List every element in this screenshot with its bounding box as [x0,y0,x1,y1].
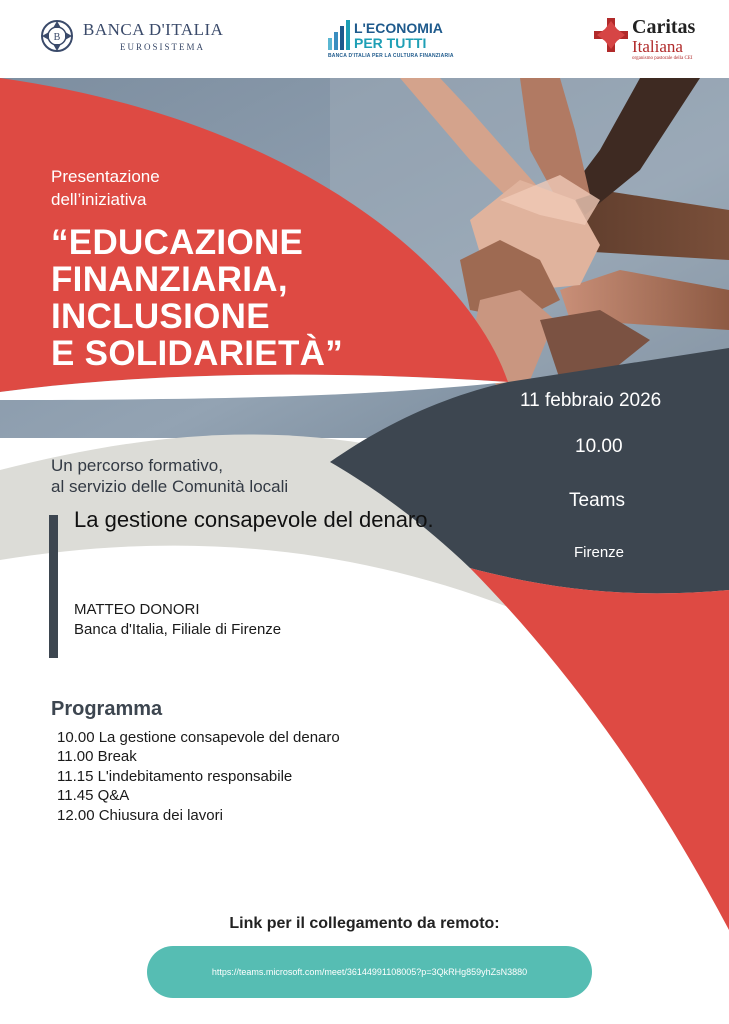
economia-line1: L'ECONOMIA [354,20,443,36]
speaker-affiliation: Banca d'Italia, Filiale di Firenze [74,621,282,638]
remote-link-label: Link per il collegamento da remoto: [229,915,500,932]
caritas-cross-icon [594,18,628,52]
banca-italia-name: BANCA D'ITALIA [83,20,224,39]
event-title [51,224,343,372]
presentation-label [51,165,160,211]
caritas-tagline: organismo pastorale della CEI [632,56,693,61]
economia-tagline: BANCA D'ITALIA PER LA CULTURA FINANZIARIA [328,53,454,59]
speaker-block [74,600,281,640]
caritas-italiana-logo [594,16,704,62]
program-item: 10.00 La gestione consapevole del denaro [57,729,340,746]
program-item: 11.00 Break [57,748,137,766]
economia-per-tutti-logo [328,16,454,62]
banca-italia-logo [38,16,238,60]
caritas-name: Caritas [632,16,696,38]
program-item: 11.15 L'indebitamento responsabile [57,767,293,785]
program-list [57,728,340,825]
teams-meeting-link[interactable]: https://teams.microsoft.com/meet/36144991108005?p=3QkRHg859yhZsN3880 [147,946,592,998]
event-time: 10.00 [575,436,623,457]
banca-italia-emblem-icon [38,16,76,56]
event-venue: Teams [569,490,625,511]
program-item: 11.45 Q&A [57,787,130,805]
title-line: INCLUSIONE [51,297,270,336]
speaker-name: MATTEO DONORI [74,601,200,618]
economia-line2: PER TUTTI [354,35,427,51]
title-line: “EDUCAZIONE [51,223,304,262]
program-title: Programma [51,698,163,720]
talk-topic: La gestione consapevole del denaro. [74,507,434,532]
event-date: 11 febbraio 2026 [520,390,662,411]
bar-chart-icon [328,20,350,50]
intro-text [51,455,288,497]
svg-text:B: B [53,32,61,43]
title-line: FINANZIARIA, [51,260,288,299]
intro-line1: Un percorso formativo, [51,456,223,475]
presentation-line1: Presentazione [51,167,160,186]
caritas-italiana: Italiana [632,37,683,56]
intro-line2: al servizio delle Comunità locali [51,477,289,496]
banca-italia-subtitle: EUROSISTEMA [120,42,206,52]
event-city: Firenze [574,544,625,561]
presentation-line2: dell’iniziativa [51,190,147,209]
program-item: 12.00 Chiusura dei lavori [57,806,223,824]
header [0,0,729,78]
title-line: E SOLIDARIETÀ” [51,334,343,373]
accent-bar [49,515,58,658]
